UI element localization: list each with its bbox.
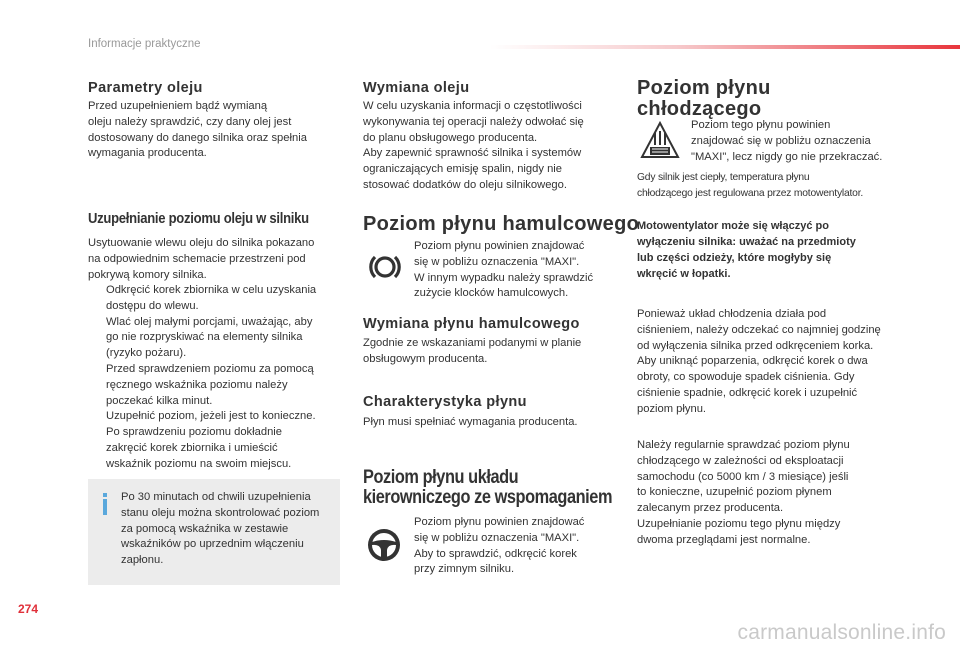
- oil-change-text: W celu uzyskania informacji o częstotliwości wykonywania tej operacji należy odwołać się do planu obsługowego producenta. Aby zapewnić sprawność silnika i systemów ograniczających emisję spalin, nigdy nie stosować dodatków do oleju silnikowego.: [363, 100, 584, 191]
- coolant-warning-icon: [640, 121, 680, 161]
- oil-params-text: Przed uzupełnieniem bądź wymianą oleju należy sprawdzić, czy dany olej jest dostosowany do danego silnika oraz spełnia wymagania producenta.: [88, 100, 307, 160]
- list-item: Odkręcić korek zbiornika w celu uzyskania dostępu do wlewu.: [106, 284, 317, 312]
- oil-topup-title: Uzupełnianie poziomu oleju w silniku: [88, 211, 309, 227]
- header-accent-bar: [490, 45, 960, 49]
- list-item: Po sprawdzeniu poziomu dokładnie zakręcić korek zbiornika i umieścić wskaźnik poziomu na swoim miejscu.: [106, 426, 292, 470]
- brake-warning-icon: [367, 249, 403, 285]
- info-icon: [100, 493, 110, 515]
- oil-topup-intro: Usytuowanie wlewu oleju do silnika pokazano na odpowiednim schemacie przestrzeni pod pokrywą komory silnika.: [88, 237, 315, 281]
- page-number: 274: [18, 602, 39, 616]
- steering-text: Poziom płynu powinien znajdować się w pobliżu oznaczenia "MAXI". Aby to sprawdzić, odkręcić korek przy zimnym silniku.: [414, 516, 585, 576]
- running-header: Informacje praktyczne: [88, 38, 201, 50]
- watermark: carmanualsonline.info: [737, 621, 946, 644]
- list-item: Uzupełnić poziom, jeżeli jest to konieczne.: [106, 410, 316, 423]
- coolant-check-text: Należy regularnie sprawdzać poziom płynu chłodzącego w zależności od eksploatacji samochodu (co 5000 km / 3 miesiące) jeśli to konieczne, uzupełnić poziom płynem zalecanym przez producenta. Uzupełnianie poziomu tego płynu między dwoma przeglądami jest normalne.: [637, 439, 850, 546]
- coolant-pressure-text: Ponieważ układ chłodzenia działa pod ciśnieniem, należy odczekać co najmniej godzinę od wyłączenia silnika przed odkręceniem korka. Aby uniknąć poparzenia, odkręcić korek o dwa obroty, co spowoduje spadek ciśnienia. Gdy ciśnienie spadnie, odkręcić korek i uzupełnić poziom płynu.: [637, 308, 881, 415]
- brake-change-title: Wymiana płynu hamulcowego: [363, 316, 580, 332]
- brake-level-title: Poziom płynu hamulcowego: [363, 213, 640, 235]
- info-text: Po 30 minutach od chwili uzupełnienia stanu oleju można skontrolować poziom za pomocą wskaźnika w zestawie wskaźników po uprzednim włączeniu zapłonu.: [121, 491, 320, 567]
- coolant-hot-text: Gdy silnik jest ciepły, temperatura płynu chłodzącego jest regulowana przez motowentylator.: [637, 172, 864, 199]
- steering-title: Poziom płynu układu kierowniczego ze wspomaganiem: [363, 467, 613, 508]
- fluid-spec-text: Płyn musi spełniać wymagania producenta.: [363, 416, 578, 428]
- oil-topup-steps: [88, 283, 343, 473]
- list-item: Przed sprawdzeniem poziomu za pomocą ręcznego wskaźnika poziomu należy poczekać kilka minut.: [106, 362, 314, 407]
- steering-wheel-icon: [366, 527, 402, 563]
- fan-warning-text: Motowentylator może się włączyć po wyłączeniu silnika: uważać na przedmioty lub części odzieży, które mogłyby się wkręcić w łopatki.: [637, 220, 856, 280]
- fluid-spec-title: Charakterystyka płynu: [363, 394, 527, 410]
- brake-change-text: Zgodnie ze wskazaniami podanymi w planie obsługowym producenta.: [363, 337, 582, 365]
- oil-change-title: Wymiana oleju: [363, 80, 470, 96]
- brake-level-text: Poziom płynu powinien znajdować się w pobliżu oznaczenia "MAXI". W innym wypadku należy sprawdzić zużycie klocków hamulcowych.: [414, 240, 594, 300]
- list-item: Wlać olej małymi porcjami, uważając, aby go nie rozpryskiwać na elementy silnika (ryzyko pożaru).: [106, 315, 313, 360]
- coolant-title: Poziom płynu chłodzącego: [637, 77, 771, 120]
- oil-params-title: Parametry oleju: [88, 80, 203, 96]
- coolant-warn-text: Poziom tego płynu powinien znajdować się w pobliżu oznaczenia "MAXI", lecz nigdy go nie przekraczać.: [691, 119, 883, 163]
